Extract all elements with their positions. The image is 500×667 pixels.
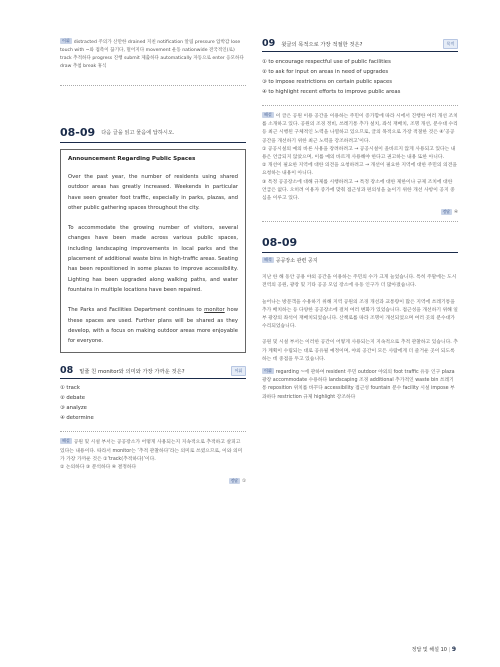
divider — [60, 431, 246, 432]
question-number: 08 — [60, 365, 74, 377]
question-08 — [60, 365, 246, 484]
section-08-09-translation — [262, 236, 458, 402]
option-1[interactable]: ① to encourage respectful use of public facilities — [262, 59, 391, 65]
question-09 — [262, 38, 458, 215]
section-number: 08-09 — [262, 236, 298, 250]
section-instruction: 다음 글을 읽고 물음에 답하시오. — [101, 130, 175, 136]
right-column — [262, 38, 458, 402]
footer-separator: | — [448, 647, 451, 653]
passage-paragraph-1: Over the past year, the number of residents using shared outdoor areas has greatly increased. Weekends in particular have seen greater foot traffic, especially in parks, plazas, and other public gathering spaces throughout the city. — [68, 174, 238, 211]
explain-tag: 해설 — [264, 112, 272, 117]
footer-label: 정답 및 해설 — [411, 647, 439, 653]
page-number: 9 — [451, 646, 456, 653]
passage-title: Announcement Regarding Public Spaces — [68, 156, 196, 162]
question-header — [60, 365, 246, 379]
footer-day: 10 — [440, 647, 447, 653]
option-2[interactable]: ② to ask for input on areas in need of upgrades — [262, 69, 389, 75]
explanation-options: ② 논의하다 ③ 분석하다 ④ 결정하다 — [60, 465, 137, 471]
option-4[interactable]: ④ to highlight recent efforts to improve public areas — [262, 89, 401, 95]
options-list — [60, 383, 246, 423]
answer — [262, 209, 458, 215]
answer — [60, 478, 246, 484]
option-1[interactable]: ① track — [60, 385, 80, 392]
question-type-badge: 목적 — [443, 39, 458, 49]
passage-paragraph-3: The Parks and Facilities Department continues to monitor how these spaces are used. Further plans will be shared as they develop, with a focus on making outdoor areas more enjoyable for everyone. — [68, 307, 238, 345]
translation-subtitle: 공공장소 관련 공지 — [275, 258, 318, 265]
explanation: 해설 이 글은 공원 이용 공간을 이용하는 주민이 증가함에 따라 시에서 진행한 여러 개선 조치를 소개하고 있다. 공원의 조경 정비, 쓰레기통 추가 설치, 좌석 재배치, 조명 개선, 분수대 수리 등 최근 시행된 구체적인 노력을 나열하고 있으므로, 글의 목적으로 가장 적절한 것은 ④‘공공 공간을 개선하기 위한 최근 노력을 강조하려고’이다. ① 공공시설의 예의 바른 사용을 장려하려고 → 공공시설이 올바르지 않게 사용되고 있다는 내용은 언급되지 않았으며, 이를 예의 바르게 사용해야 한다고 권고하는 내용 또한 아니다. ② 개선이 필요한 지역에 대한 의견을 요청하려고 → 개선이 필요한 지역에 대한 주민의 의견을 요청하는 내용이 아니다. ③ 특정 공공장소에 대해 규제를 시행하려고 → 특정 장소에 대한 제한이나 규제 조치에 대한 언급은 없다. 오히려 이용자 증가에 맞춰 접근성과 편의성을 높이기 위한 개선 사항이 공지 중심을 이루고 있다. — [262, 112, 458, 202]
translation-title — [262, 257, 458, 264]
options-list — [262, 57, 458, 97]
question-number: 09 — [262, 38, 276, 49]
explanation-option-2: ② 개선이 필요한 지역에 대한 의견을 요청하려고 → 개선이 필요한 지역에 대한 주민의 의견을 요청하는 내용이 아니다. — [262, 163, 457, 177]
passage-box — [60, 149, 246, 353]
option-3[interactable]: ③ analyze — [60, 405, 87, 412]
translation-paragraph-2: 늘어나는 방문객을 수용하기 위해 지역 공원의 조경 개선과 교통량이 많은 지역에 쓰레기통을 추가 배치하는 등 다양한 공공장소에 걸쳐 여러 변화가 있었습니다. 접근성을 개선하기 위해 일부 광장의 좌석이 재배치되었습니다. 산책로를 따라 조명이 개선되었으며 여러 곳의 분수대가 수리되었습니다. — [262, 299, 458, 330]
translation-paragraph-3: 공원 및 시설 부서는 이러한 공간이 어떻게 사용되는지 지속적으로 추적 관찰하고 있습니다. 추가 계획이 수립되는 대로 공유될 예정이며, 야외 공간이 모든 사람에게 더 즐거운 곳이 되도록 하는 데 중점을 두고 있습니다. — [262, 340, 458, 362]
explain-tag: 해설 — [62, 438, 70, 444]
section-header — [60, 126, 246, 143]
underlined-word: monitor — [204, 307, 225, 314]
question-header — [262, 38, 458, 52]
vocab-text: distracted 주의가 산만한 drained 지친 notification 알림 pressure 압박감 lose touch with ~와 접촉이 끊기다, 멀어지다 movement 운동 nationwide 전국적인(로) track 추적하다 progress 진행 submit 제출하다 automatically 자동으로 enter 응모하다 draw 추첨 break 휴식 — [60, 40, 244, 69]
answer-tag: 정답 — [442, 209, 450, 215]
section-header — [262, 236, 458, 253]
divider — [262, 105, 458, 106]
vocab-tag: 어휘 — [264, 368, 272, 374]
vocab-text: regarding ~에 관하여 resident 주민 outdoor 야외의 foot traffic 유동 인구 plaza 광장 accommodate 수용하다 landscaping 조경 additional 추가적인 waste bin 쓰레기통 reposition 위치를 바꾸다 accessibility 접근성 fountain 분수 facility 시설 impose 부과하다 restriction 규제 highlight 강조하다 — [262, 370, 455, 400]
divider — [60, 85, 246, 86]
option-3[interactable]: ③ to impose restrictions on certain public spaces — [262, 79, 393, 85]
answer-value: ① — [241, 479, 246, 485]
answer-tag: 정답 — [230, 478, 238, 484]
section-08-09 — [60, 126, 246, 353]
section-number: 08-09 — [60, 126, 96, 139]
option-4[interactable]: ④ determine — [60, 415, 94, 422]
question-type-badge: 어휘 — [231, 366, 246, 376]
option-2[interactable]: ② debate — [60, 395, 85, 402]
left-column — [60, 38, 246, 484]
vocab-tag: 어휘 — [62, 38, 70, 43]
question-text: 윗글의 목적으로 가장 적절한 것은? — [281, 41, 363, 48]
page-footer — [412, 646, 456, 653]
explanation-option-1: ① 공공시설의 예의 바른 사용을 장려하려고 → 공공시설이 올바르지 않게 사용되고 있다는 내용은 언급되지 않았으며, 이를 예의 바르게 사용해야 한다고 권고하는 내용 또한 아니다. — [262, 146, 456, 161]
explanation: 해설 공원 및 시설 부서는 공공장소가 어떻게 사용되는지 지속적으로 추적하고 살피고 있다는 내용이다. 따라서 monitor는 ‘추적 관찰하다’라는 의미로 쓰였으므로, 이와 의미가 가장 가까운 것은 ①‘track(추적하다)’이다. ② 논의하다 ③ 분석하다 ④ 결정하다 — [60, 438, 243, 471]
translation-tag: 해석 — [264, 257, 272, 263]
question-text: 밑줄 친 monitor와 의미와 가장 가까운 것은? — [79, 368, 185, 375]
vocab-block — [262, 368, 458, 402]
translation-paragraph-1: 지난 한 해 동안 공용 야외 공간을 이용하는 주민의 수가 크게 늘었습니다. 특히 주말에는 도시 전역의 공원, 광장 및 기타 공공 모임 장소에 유동 인구가 더 많아졌습니다. — [262, 275, 457, 289]
explanation-option-3: ③ 특정 공공장소에 대해 규제를 시행하려고 → 특정 장소에 대한 제한이나 규제 조치에 대한 언급은 없다. 오히려 이용자 증가에 맞춰 접근성과 편의성을 높이기 위한 개선 사항이 공지 중심을 이루고 있다. — [262, 179, 455, 202]
passage-paragraph-2: To accommodate the growing number of visitors, several changes have been made across various public spaces, including landscaping improvements in local parks and the placement of additional waste bins in high-traffic areas. Seating has been repositioned in some plazas to improve accessibility. Lighting has been upgraded along walking paths, and water fountains in multiple locations have been repaired. — [68, 225, 238, 293]
answer-value: ④ — [453, 210, 458, 216]
divider — [262, 221, 458, 222]
vocab-block — [60, 38, 246, 71]
